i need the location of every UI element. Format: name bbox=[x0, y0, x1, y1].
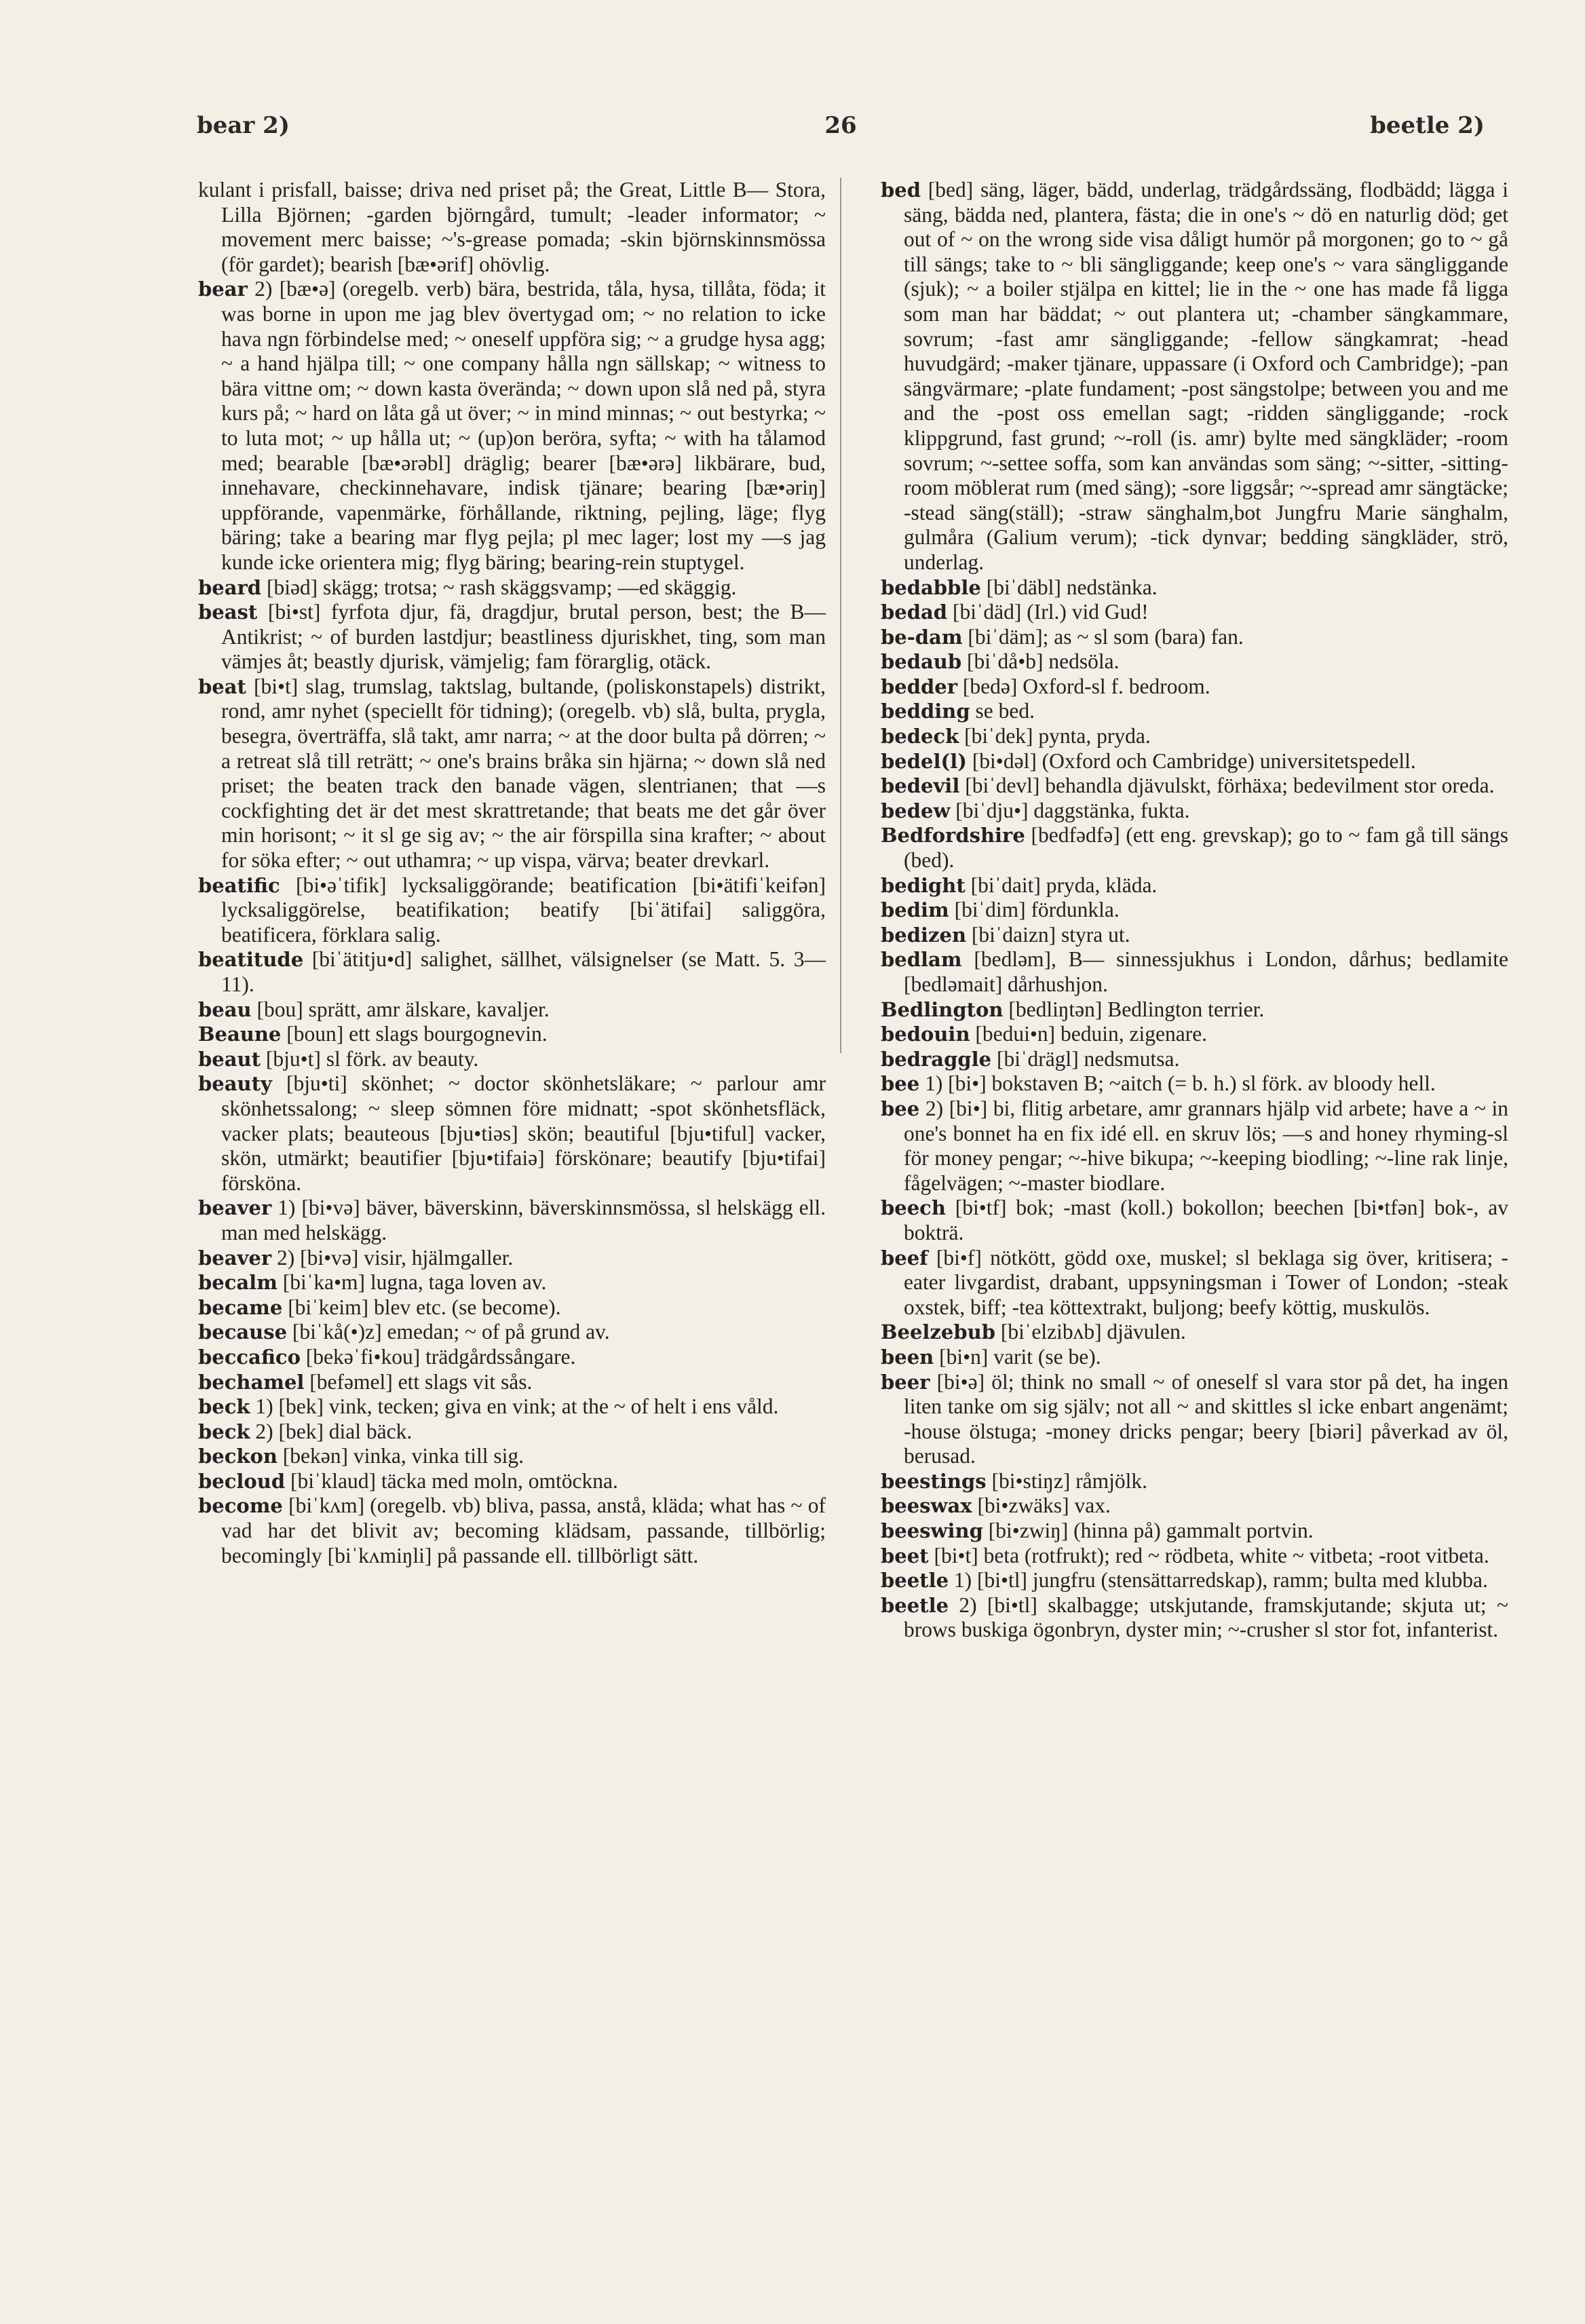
entry-headword: bedder bbox=[881, 674, 958, 698]
entry-headword: bedel(l) bbox=[881, 749, 967, 773]
entry-headword: bee bbox=[881, 1097, 920, 1120]
dictionary-entry bbox=[881, 1544, 1508, 1569]
dictionary-entry bbox=[198, 1444, 826, 1469]
entry-definition: [biˈkeim] blev etc. (se become). bbox=[288, 1295, 561, 1319]
entry-definition: [biˈdaizn] styra ut. bbox=[971, 922, 1130, 947]
dictionary-entry bbox=[881, 997, 1508, 1023]
entry-headword: Beaune bbox=[198, 1023, 282, 1046]
entry-definition: [biˈklaud] täcka med moln, omtöckna. bbox=[290, 1468, 618, 1493]
entry-definition: [bi•ə] öl; think no small ~ of oneself sl vara stor på det, ha ingen liten tanke om sig själv; not all ~ and skittles sl icke enbart angenämt; -house ölstuga; -money dricks pengar; beery [biəri] påverkad av öl, berusad. bbox=[904, 1369, 1508, 1468]
entry-definition: [biˈdek] pynta, pryda. bbox=[964, 724, 1151, 748]
entry-definition: [bedləm], B— sinnessjukhus i London, dårhus; bedlamite [bedləmait] dårhushjon. bbox=[904, 947, 1509, 996]
entry-headword: beat bbox=[198, 674, 246, 698]
entry-definition: [biˈdevl] behandla djävulskt, förhäxa; bedevilment stor oreda. bbox=[965, 774, 1495, 798]
entry-definition: [bi•zwäks] vax. bbox=[977, 1493, 1111, 1518]
dictionary-entry bbox=[198, 1370, 826, 1395]
dictionary-entry bbox=[881, 873, 1508, 898]
entry-headword: bedaub bbox=[881, 650, 962, 674]
entry-headword: beau bbox=[198, 997, 252, 1021]
entry-headword: beestings bbox=[881, 1469, 987, 1493]
entry-definition: [bed] säng, läger, bädd, underlag, trädgårdssäng, flodbädd; lägga i säng, bädda ned, plantera, fästa; die in one's ~ dö en naturlig död; get out of ~ on the wrong side visa dåligt humör på morgonen; go to ~ gå till sängs; take to ~ bli sängliggande; keep one's ~ vara sängliggande (sjuk); ~ a boiler stjälpa en kittel; lie in the ~ one has made få ligga som man har bäddat; ~ out plantera ut; -chamber sängkammare, sovrum; -fast amr sängliggande; -fellow sängkamrat; -head huvudgärd; -maker tjänare, uppassare (i Oxford och Cambridge); -pan sängvärmare; -plate fundament; -post sängstolpe; between you and me and the -post oss emellan sagt; -ridden sängliggande; -rock klippgrund, fast grund; ~-roll (is. amr) bylte med sängkläder; -room sovrum; ~-settee soffa, som kan användas som säng; ~-sitter, -sitting-room möblerat rum (med säng); -sore liggsår; ~-spread amr sängtäcke; -stead säng(ställ); -straw sänghalm,bot Jungfru Marie sänghalm, gulmåra (Galium verum); -tick dynvar; bedding sängkläder, strö, underlag. bbox=[904, 178, 1509, 574]
entry-headword: bedeck bbox=[881, 725, 959, 748]
entry-definition: [bedui•n] beduin, zigenare. bbox=[975, 1022, 1208, 1046]
entry-headword: beaver bbox=[198, 1246, 272, 1270]
dictionary-entry bbox=[198, 1420, 826, 1445]
entry-headword: beard bbox=[198, 575, 262, 599]
dictionary-entry bbox=[881, 1196, 1508, 1245]
entry-definition: [bi•st] fyrfota djur, fä, dragdjur, brutal person, best; the B— Antikrist; ~ of burden lastdjur; beastliness djuriskhet, ting, som man vämjes åt; beastly djurisk, vämjelig; fam förarglig, otäck. bbox=[221, 600, 826, 674]
dictionary-entry bbox=[198, 178, 826, 277]
dictionary-entry bbox=[881, 625, 1508, 650]
dictionary-entry bbox=[198, 1345, 826, 1370]
entry-definition: [biˈdäd] (Irl.) vid Gud! bbox=[952, 600, 1149, 624]
entry-definition: [bekəˈfi•kou] trädgårdssångare. bbox=[305, 1344, 576, 1369]
entry-headword: bedabble bbox=[881, 575, 981, 599]
entry-definition: [biˈdju•] daggstänka, fukta. bbox=[955, 798, 1190, 822]
header-first-word: bear 2) bbox=[197, 112, 290, 139]
dictionary-entry bbox=[881, 923, 1508, 948]
entry-definition: [bi•t] beta (rotfrukt); red ~ rödbeta, white ~ vitbeta; -root vitbeta. bbox=[934, 1543, 1489, 1567]
entry-headword: beaver bbox=[198, 1196, 272, 1220]
entry-definition: [bou] sprätt, amr älskare, kavaljer. bbox=[256, 997, 550, 1021]
entry-definition: [bi•n] varit (se be). bbox=[939, 1344, 1101, 1369]
entry-headword: beet bbox=[881, 1544, 929, 1567]
dictionary-entry bbox=[881, 1519, 1508, 1544]
entry-definition: [bi•əˈtifik] lycksaliggörande; beatification [bi•ätifiˈkeifən] lycksaliggörelse, beatifikation; beatify [biˈätifai] saliggöra, beatificera, förklara salig. bbox=[221, 873, 826, 947]
entry-definition: [bju•t] sl förk. av beauty. bbox=[265, 1046, 479, 1071]
entry-headword: bedraggle bbox=[881, 1047, 992, 1071]
entry-headword: been bbox=[881, 1345, 934, 1369]
entry-headword: beeswax bbox=[881, 1494, 972, 1518]
entry-headword: beech bbox=[881, 1196, 946, 1220]
entry-headword: became bbox=[198, 1295, 283, 1319]
entry-definition: 1) [bi•tl] jungfru (stensättarredskap), ramm; bulta med klubba. bbox=[953, 1568, 1488, 1593]
entry-definition: se bed. bbox=[975, 699, 1035, 723]
dictionary-entry bbox=[881, 898, 1508, 923]
entry-headword: Bedfordshire bbox=[881, 824, 1025, 847]
dictionary-entry bbox=[198, 1022, 826, 1047]
dictionary-entry bbox=[881, 1022, 1508, 1047]
entry-definition: [biˈkå(•)z] emedan; ~ of på grund av. bbox=[292, 1320, 610, 1344]
dictionary-entry bbox=[198, 1071, 826, 1196]
entry-headword: beck bbox=[198, 1395, 250, 1419]
entry-definition: [biˈätitju•d] salighet, sällhet, välsignelser (se Matt. 5. 3—11). bbox=[221, 947, 826, 996]
entry-definition: [biˈdå•b] nedsöla. bbox=[967, 649, 1120, 674]
dictionary-entry bbox=[881, 749, 1508, 774]
entry-headword: bedew bbox=[881, 799, 951, 822]
entry-headword: beaut bbox=[198, 1047, 261, 1071]
entry-headword: because bbox=[198, 1320, 288, 1344]
dictionary-entry bbox=[881, 947, 1508, 997]
entry-headword: beeswing bbox=[881, 1519, 983, 1543]
entry-definition: 1) [bi•] bokstaven B; ~aitch (= b. h.) sl förk. av bloody hell. bbox=[925, 1071, 1436, 1096]
entry-definition: [biˈdäbl] nedstänka. bbox=[986, 575, 1158, 599]
dictionary-entry bbox=[881, 1568, 1508, 1593]
entry-headword: bedim bbox=[881, 898, 949, 922]
entry-headword: bedight bbox=[881, 873, 966, 897]
entry-headword: be-dam bbox=[881, 625, 963, 649]
entry-definition: 2) [bi•tl] skalbagge; utskjutande, framskjutande; skjuta ut; ~ brows buskiga ögonbryn, dyster min; ~-crusher sl stor fot, infanterist. bbox=[904, 1593, 1509, 1642]
entry-headword: bedouin bbox=[881, 1023, 970, 1046]
dictionary-entry bbox=[881, 1593, 1508, 1643]
entry-definition: [bi•dəl] (Oxford och Cambridge) universitetspedell. bbox=[972, 748, 1416, 773]
entry-definition: [bekən] vinka, vinka till sig. bbox=[282, 1444, 524, 1468]
entry-definition: [biˈelzibʌb] djävulen. bbox=[1000, 1320, 1186, 1344]
left-column bbox=[198, 178, 826, 1568]
entry-definition: [biˈdäm]; as ~ sl som (bara) fan. bbox=[968, 624, 1244, 649]
entry-definition: [bi•tf] bok; -mast (koll.) bokollon; beechen [bi•tfən] bok-, av bokträ. bbox=[904, 1196, 1508, 1244]
entry-headword: bedevil bbox=[881, 774, 960, 798]
entry-headword: Beelzebub bbox=[881, 1320, 995, 1344]
entry-headword: become bbox=[198, 1494, 283, 1518]
entry-definition: [bi•stiŋz] råmjölk. bbox=[991, 1468, 1148, 1493]
dictionary-entry bbox=[881, 178, 1508, 575]
dictionary-entry bbox=[881, 1047, 1508, 1072]
header-last-word: beetle 2) bbox=[1370, 112, 1485, 139]
entry-headword: beef bbox=[881, 1246, 928, 1270]
entry-headword: bed bbox=[881, 178, 921, 202]
entry-headword: beast bbox=[198, 601, 258, 624]
entry-headword: beatitude bbox=[198, 948, 304, 972]
entry-definition: 2) [bi•və] visir, hjälmgaller. bbox=[276, 1245, 514, 1270]
entry-definition: 2) [bek] dial bäck. bbox=[255, 1419, 413, 1443]
entry-headword: beatific bbox=[198, 873, 280, 897]
dictionary-entry bbox=[198, 1196, 826, 1245]
dictionary-entry bbox=[881, 799, 1508, 824]
entry-definition: [bi•f] nötkött, gödd oxe, muskel; sl beklaga sig över, kritisera; -eater livgardist, drabant, uppsyningsman i Tower of London; -steak oxstek, biff; -tea köttextrakt, buljong; beefy köttig, muskulös. bbox=[904, 1245, 1508, 1319]
entry-definition: [biˈka•m] lugna, taga loven av. bbox=[282, 1270, 547, 1295]
entry-definition: [bedə] Oxford-sl f. bedroom. bbox=[962, 674, 1210, 698]
dictionary-entry bbox=[198, 947, 826, 997]
dictionary-entry bbox=[198, 1320, 826, 1345]
dictionary-entry bbox=[198, 1469, 826, 1494]
dictionary-entry bbox=[198, 575, 826, 601]
dictionary-entry bbox=[881, 575, 1508, 601]
dictionary-entry bbox=[198, 1295, 826, 1320]
dictionary-entry bbox=[881, 1370, 1508, 1469]
entry-definition: [bju•ti] skönhet; ~ doctor skönhetsläkare; ~ parlour amr skönhetssalong; ~ sleep sömnen före midnatt; -spot skönhetsfläck, vacker plats; beauteous [bju•tiəs] skön; beautiful [bju•tiful] vacker, skön, utmärkt; beautifier [bju•tifaiə] förskönare; beautify [bju•tifai] försköna. bbox=[221, 1071, 826, 1195]
entry-definition: [bi•zwiŋ] (hinna på) gammalt portvin. bbox=[988, 1519, 1314, 1543]
entry-definition: [bedliŋtən] Bedlington terrier. bbox=[1008, 997, 1265, 1021]
entry-headword: beer bbox=[881, 1370, 930, 1394]
dictionary-entry bbox=[881, 774, 1508, 799]
entry-headword: bee bbox=[881, 1072, 920, 1096]
dictionary-entry bbox=[198, 277, 826, 575]
entry-headword: beccafico bbox=[198, 1345, 301, 1369]
entry-definition: [biˈkʌm] (oregelb. vb) bliva, passa, anstå, kläda; what has ~ of vad har det blivit av; becoming klädsam, passande, tillbörlig; becomingly [biˈkʌmiŋli] på passande ell. tillbörligt sätt. bbox=[221, 1493, 826, 1567]
dictionary-entry bbox=[881, 699, 1508, 724]
dictionary-entry bbox=[881, 1246, 1508, 1320]
entry-headword: bear bbox=[198, 278, 248, 301]
entry-headword: bedizen bbox=[881, 923, 967, 947]
entry-definition: [biəd] skägg; trotsa; ~ rash skäggsvamp; —ed skäggig. bbox=[266, 575, 737, 599]
dictionary-entry bbox=[881, 1345, 1508, 1370]
entry-headword: bedding bbox=[881, 700, 970, 723]
entry-definition: [bi•t] slag, trumslag, taktslag, bultande, (poliskonstapels) distrikt, rond, amr nyhet (speciellt för tidning); (oregelb. vb) slå, bulta, prygla, besegra, överträffa, slå takt, amr narra; ~ at the door bulta på dörren; ~ a retreat slå till reträtt; ~ one's brains bråka sin hjärna; ~ down slå ned priset; the beaten track den banade vägen, slentrianen; that —s cockfighting det är det mest skrattretande; that beats me det går över min horisont; ~ it sl ge sig av; ~ the air förspilla sina krafter; ~ about for söka efter; ~ out uthamra; ~ up vispa, värva; beater drevkarl. bbox=[221, 674, 826, 873]
dictionary-entry bbox=[198, 1493, 826, 1568]
right-column bbox=[881, 178, 1508, 1643]
entry-headword: beetle bbox=[881, 1569, 949, 1593]
entry-definition: kulant i prisfall, baisse; driva ned priset på; the Great, Little B— Stora, Lilla Björnen; -garden björngård, tumult; -leader informator; ~ movement merc baisse; ~'s-grease pomada; -skin björnskinnsmössa (för gardet); bearish [bæ•ərif] ohövlig. bbox=[198, 178, 826, 276]
entry-definition: 2) [bi•] bi, flitig arbetare, amr grannars hjälp vid arbete; have a ~ in one's bonnet ha en fix idé ell. en skruv lös; —s and honey rhyming-sl för money pengar; ~-hive bikupa; ~-keeping biodling; ~-line rak linje, fågelvägen; ~-master biodlare. bbox=[904, 1096, 1508, 1195]
dictionary-entry bbox=[881, 1097, 1508, 1196]
dictionary-entry bbox=[198, 674, 826, 873]
entry-headword: bedad bbox=[881, 601, 948, 624]
entry-headword: becloud bbox=[198, 1469, 286, 1493]
dictionary-entry bbox=[198, 1246, 826, 1271]
dictionary-entry bbox=[881, 1071, 1508, 1097]
entry-headword: becalm bbox=[198, 1271, 278, 1295]
dictionary-entry bbox=[881, 600, 1508, 625]
dictionary-entry bbox=[198, 1270, 826, 1295]
page-number: 26 bbox=[824, 112, 857, 139]
entry-headword: Bedlington bbox=[881, 997, 1004, 1021]
entry-headword: bechamel bbox=[198, 1370, 305, 1394]
entry-definition: [biˈdrägl] nedsmutsa. bbox=[996, 1046, 1180, 1071]
dictionary-entry bbox=[881, 724, 1508, 749]
entry-definition: [boun] ett slags bourgognevin. bbox=[286, 1022, 548, 1046]
entry-headword: beck bbox=[198, 1420, 250, 1443]
entry-headword: bedlam bbox=[881, 948, 962, 972]
dictionary-entry bbox=[881, 823, 1508, 873]
entry-definition: 2) [bæ•ə] (oregelb. verb) bära, bestrida, tåla, hysa, tillåta, föda; it was borne in upon me jag blev övertygad om; ~ no relation to icke hava ngn förbindelse med; ~ oneself uppföra sig; ~ a grudge hysa agg; ~ a hand hjälpa till; ~ one company hålla ngn sällskap; ~ witness to bära vittne om; ~ down kasta överända; ~ down upon slå ned på, styra kurs på; ~ hard on låta gå ut över; ~ in mind minnas; ~ out bestyrka; ~ to luta mot; ~ up hålla ut; ~ (up)on beröra, syfta; ~ with ha tålamod med; bearable [bæ•ərəbl] dräglig; bearer [bæ•ərə] likbärare, bud, innehavare, checkinnehavare, indisk tjänare; bearing [bæ•əriŋ] uppförande, vapenmärke, förhållande, riktning, pejling, läge; flyg bäring; take a bearing mar flyg pejla; pl mec lager; lost my —s jag kunde icke orientera mig; flyg bäring; bearing-rein stuptygel. bbox=[221, 277, 826, 574]
page-header bbox=[197, 112, 1485, 153]
entry-definition: [biˈdim] fördunkla. bbox=[954, 898, 1120, 922]
column-divider bbox=[840, 178, 841, 1053]
dictionary-entry bbox=[881, 674, 1508, 700]
dictionary-entry bbox=[881, 1320, 1508, 1345]
dictionary-entry bbox=[198, 873, 826, 948]
entry-headword: beetle bbox=[881, 1593, 949, 1617]
dictionary-entry bbox=[198, 997, 826, 1023]
entry-definition: 1) [bek] vink, tecken; giva en vink; at the ~ of helt i ens våld. bbox=[255, 1394, 779, 1419]
dictionary-entry bbox=[198, 1047, 826, 1072]
dictionary-entry bbox=[198, 600, 826, 674]
dictionary-entry bbox=[881, 1493, 1508, 1519]
dictionary-entry bbox=[881, 1469, 1508, 1494]
entry-headword: beauty bbox=[198, 1072, 272, 1096]
dictionary-entry bbox=[198, 1394, 826, 1420]
entry-definition: [befəmel] ett slags vit sås. bbox=[309, 1369, 533, 1394]
entry-definition: 1) [bi•və] bäver, bäverskinn, bäverskinnsmössa, sl helskägg ell. man med helskägg. bbox=[221, 1196, 826, 1244]
entry-headword: beckon bbox=[198, 1445, 278, 1468]
dictionary-entry bbox=[881, 649, 1508, 674]
entry-definition: [bedfədfə] (ett eng. grevskap); go to ~ fam gå till sängs (bed). bbox=[904, 823, 1508, 873]
entry-definition: [biˈdait] pryda, kläda. bbox=[970, 873, 1158, 897]
